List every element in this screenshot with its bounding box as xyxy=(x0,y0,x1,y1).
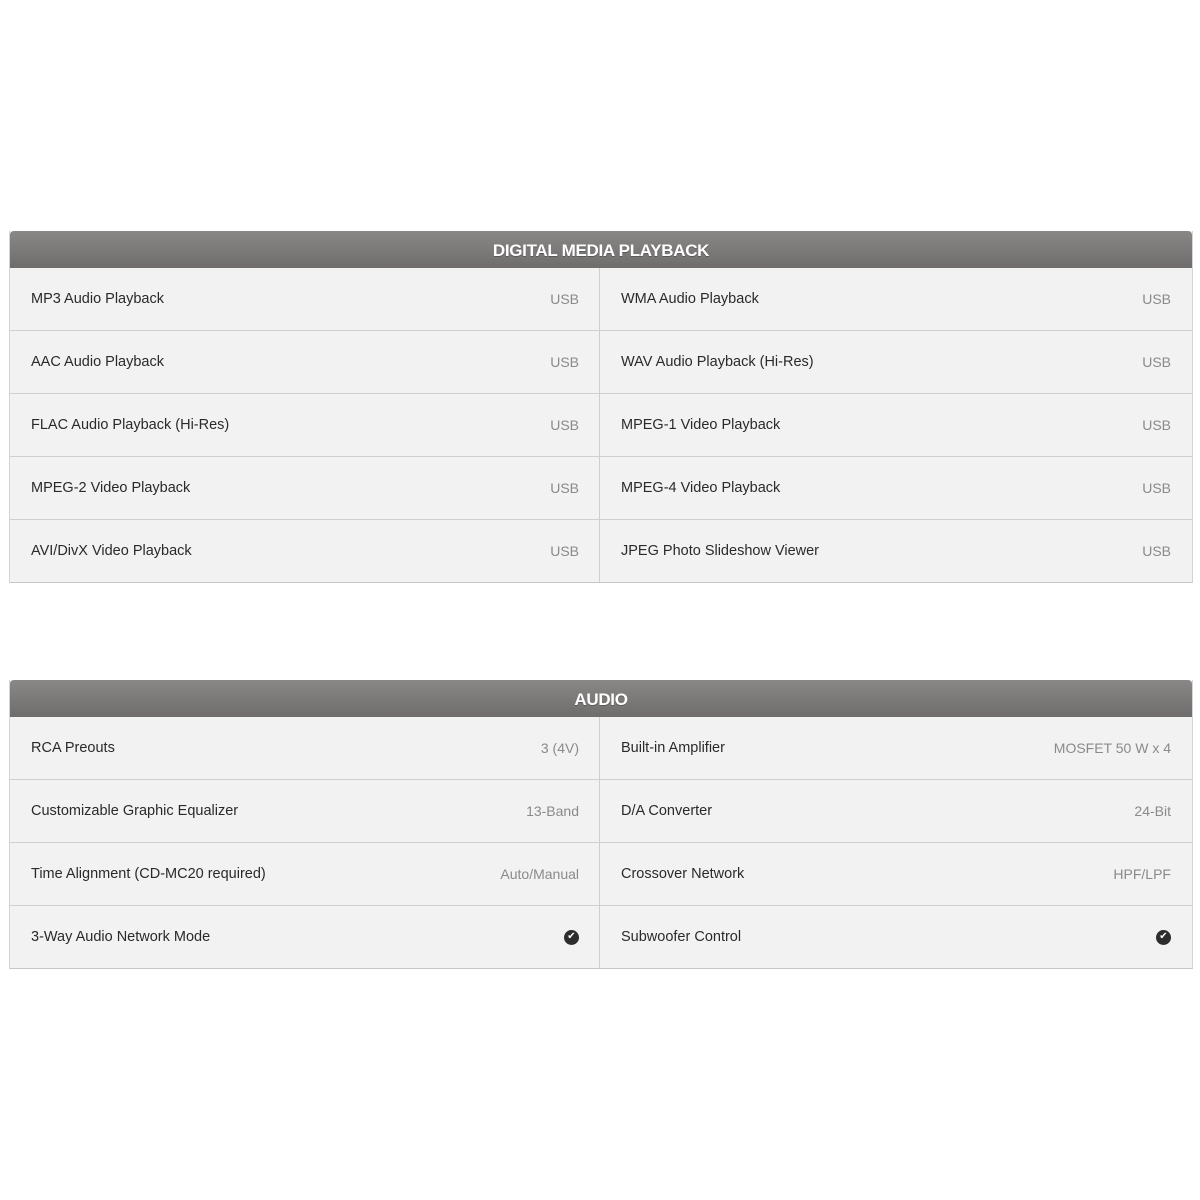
spec-label: D/A Converter xyxy=(621,803,713,819)
spec-label: AVI/DivX Video Playback xyxy=(31,543,192,559)
spec-cell xyxy=(10,268,600,330)
check-circle-icon: ✔ xyxy=(1156,930,1171,945)
spec-label: Customizable Graphic Equalizer xyxy=(31,803,239,819)
spec-cell xyxy=(10,519,600,582)
spec-value: 13-Band xyxy=(526,803,579,819)
spec-cell xyxy=(10,842,600,905)
spec-value: USB xyxy=(1142,417,1171,433)
spec-cell xyxy=(600,519,1192,582)
spec-cell xyxy=(10,456,600,519)
spec-cell xyxy=(600,456,1192,519)
spec-cell xyxy=(600,717,1192,779)
spec-value: USB xyxy=(1142,291,1171,307)
spec-value: USB xyxy=(550,291,579,307)
spec-value: USB xyxy=(550,480,579,496)
spec-label: Crossover Network xyxy=(621,866,745,882)
spec-cell xyxy=(10,330,600,393)
spec-value: 3 (4V) xyxy=(540,740,579,756)
spec-label: WAV Audio Playback (Hi-Res) xyxy=(621,354,814,370)
spec-label: MP3 Audio Playback xyxy=(31,291,164,307)
digital-media-playback-table xyxy=(9,231,1193,583)
spec-value: MOSFET 50 W x 4 xyxy=(1053,740,1171,756)
spec-cell xyxy=(10,905,600,968)
spec-value: Auto/Manual xyxy=(500,866,579,882)
spec-label: Time Alignment (CD-MC20 required) xyxy=(31,866,266,882)
spec-label: WMA Audio Playback xyxy=(621,291,759,307)
spec-cell xyxy=(600,779,1192,842)
spec-label: 3-Way Audio Network Mode xyxy=(31,929,211,945)
spec-label: JPEG Photo Slideshow Viewer xyxy=(621,543,820,559)
check-circle-icon: ✔ xyxy=(564,930,579,945)
spec-grid xyxy=(10,268,1192,582)
section-header: DIGITAL MEDIA PLAYBACK xyxy=(10,231,1192,268)
spec-value: USB xyxy=(550,417,579,433)
spec-label: AAC Audio Playback xyxy=(31,354,164,370)
spec-label: MPEG-1 Video Playback xyxy=(621,417,781,433)
spec-cell xyxy=(600,268,1192,330)
section-header: AUDIO xyxy=(10,680,1192,717)
spec-value: USB xyxy=(550,543,579,559)
spec-value: USB xyxy=(550,354,579,370)
spec-cell xyxy=(600,905,1192,968)
spec-cell xyxy=(10,717,600,779)
spec-cell xyxy=(600,393,1192,456)
audio-table xyxy=(9,680,1193,969)
spec-label: FLAC Audio Playback (Hi-Res) xyxy=(31,417,230,433)
spec-value: USB xyxy=(1142,354,1171,370)
spec-label: Subwoofer Control xyxy=(621,929,742,945)
spec-value: USB xyxy=(1142,480,1171,496)
spec-value: USB xyxy=(1142,543,1171,559)
spec-label: MPEG-2 Video Playback xyxy=(31,480,191,496)
spec-label: MPEG-4 Video Playback xyxy=(621,480,781,496)
spec-label: Built-in Amplifier xyxy=(621,740,725,756)
spec-cell xyxy=(10,393,600,456)
spec-value: 24-Bit xyxy=(1134,803,1171,819)
spec-label: RCA Preouts xyxy=(31,740,115,756)
spec-value: HPF/LPF xyxy=(1113,866,1171,882)
spec-cell xyxy=(600,842,1192,905)
spec-grid xyxy=(10,717,1192,968)
spec-cell xyxy=(600,330,1192,393)
spec-cell xyxy=(10,779,600,842)
